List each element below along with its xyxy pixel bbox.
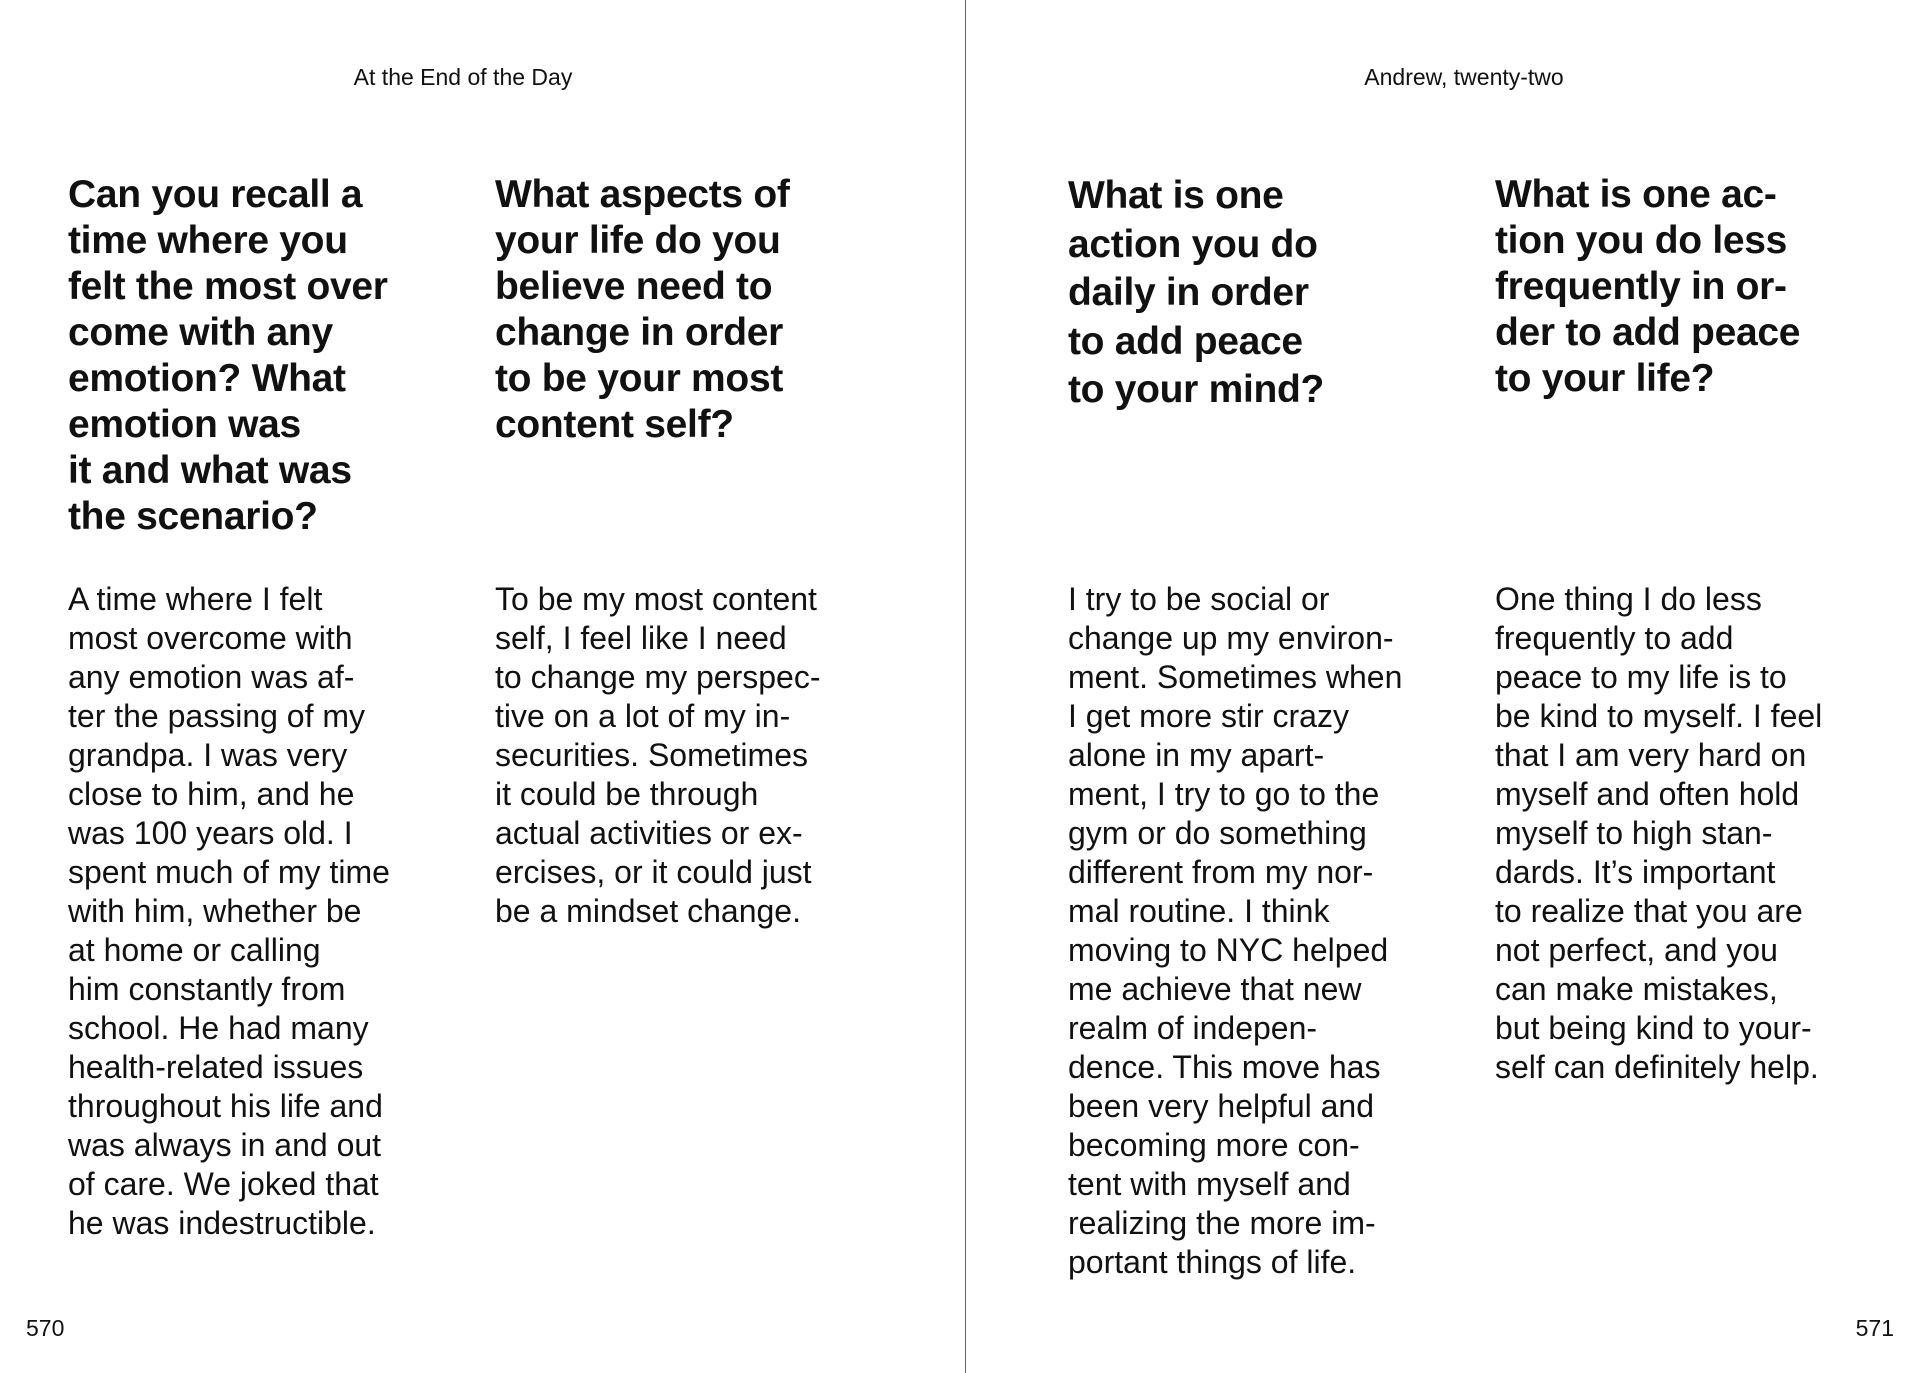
question-heading [1068,172,1324,415]
page-gutter-divider [965,0,966,1373]
text-line: One thing I do less [1495,581,1762,617]
text-line: at home or calling [68,932,321,968]
text-line: tion you do less [1495,219,1788,262]
text-line: alone in my apart- [1068,737,1325,773]
text-line: daily in order [1068,271,1309,315]
text-line: change up my environ- [1068,620,1394,656]
text-line: gym or do something [1068,815,1367,851]
text-line: been very helpful and [1068,1088,1374,1124]
answer-text [1495,580,1822,1087]
text-line: What is one [1068,174,1284,217]
text-line: To be my most content [495,581,817,617]
text-line: der to add peace [1495,311,1801,354]
text-line: self, I feel like I need [495,620,787,656]
text-line: moving to NYC helped [1068,932,1389,968]
text-line: can make mistakes, [1495,971,1778,1007]
running-head-right: Andrew, twenty-two [1364,64,1564,90]
text-line: grandpa. I was very [68,737,348,773]
text-line: believe need to [495,265,773,308]
text-line: dence. This move has [1068,1049,1381,1085]
text-line: portant things of life. [1068,1244,1357,1280]
text-line: your life do you [495,219,781,262]
text-line: What is one ac- [1495,173,1777,216]
answer-text [1068,580,1402,1282]
text-line: becoming more con- [1068,1127,1360,1163]
text-line: myself and often hold [1495,776,1800,812]
page-number-left: 570 [26,1315,65,1341]
text-line: to your mind? [1068,368,1325,412]
answer-text [495,580,821,931]
text-line: self can definitely help. [1495,1049,1819,1085]
question-heading [1495,172,1800,402]
text-line: but being kind to your- [1495,1010,1812,1046]
text-line: emotion? What [68,357,346,400]
text-line: it and what was [68,449,352,492]
text-line: content self? [495,403,734,446]
question-heading [495,172,790,448]
text-line: dards. It’s important [1495,854,1776,890]
text-line: securities. Sometimes [495,737,808,773]
text-line: different from my nor- [1068,854,1374,890]
text-line: mal routine. I think [1068,893,1330,929]
text-line: to realize that you are [1495,893,1803,929]
text-line: me achieve that new [1068,971,1362,1007]
text-line: to change my perspec- [495,659,821,695]
text-line: frequently to add [1495,620,1734,656]
text-line: close to him, and he [68,776,355,812]
text-line: A time where I felt [68,581,323,617]
text-line: I get more stir crazy [1068,698,1349,734]
text-line: he was indestructible. [68,1205,376,1241]
text-line: emotion was [68,403,301,446]
text-line: the scenario? [68,495,318,538]
text-line: peace to my life is to [1495,659,1787,695]
text-line: ter the passing of my [68,698,366,734]
text-line: Can you recall a [68,173,363,216]
answer-text [68,580,390,1243]
page-number-right: 571 [1855,1315,1894,1341]
text-line: throughout his life and [68,1088,383,1124]
question-heading [68,172,388,540]
text-line: frequently in or- [1495,265,1787,308]
text-line: be a mindset change. [495,893,801,929]
running-head-left: At the End of the Day [353,64,573,90]
text-line: most overcome with [68,620,353,656]
text-line: tent with myself and [1068,1166,1351,1202]
text-line: was 100 years old. I [68,815,353,851]
text-line: be kind to myself. I feel [1495,698,1823,734]
text-line: myself to high stan- [1495,815,1773,851]
text-line: any emotion was af- [68,659,355,695]
text-line: realm of indepen- [1068,1010,1318,1046]
text-line: come with any [68,311,333,354]
text-line: action you do [1068,222,1318,266]
text-line: of care. We joked that [68,1166,379,1202]
text-line: to add peace [1068,319,1303,363]
text-line: I try to be social or [1068,581,1330,617]
text-line: that I am very hard on [1495,737,1807,773]
text-line: ercises, or it could just [495,854,812,890]
text-line: him constantly from [68,971,346,1007]
text-line: health-related issues [68,1049,364,1085]
text-line: to be your most [495,357,784,400]
text-line: tive on a lot of my in- [495,698,791,734]
text-line: time where you [68,219,348,262]
text-line: school. He had many [68,1010,369,1046]
text-line: it could be through [495,776,759,812]
text-line: felt the most over [68,265,388,308]
text-line: realizing the more im- [1068,1205,1376,1241]
text-line: not perfect, and you [1495,932,1778,968]
text-line: with him, whether be [68,893,362,929]
text-line: ment, I try to go to the [1068,776,1380,812]
text-line: change in order [495,311,784,354]
text-line: was always in and out [68,1127,382,1163]
text-line: ment. Sometimes when [1068,659,1403,695]
text-line: spent much of my time [68,854,390,890]
text-line: actual activities or ex- [495,815,803,851]
text-line: What aspects of [495,173,790,216]
text-line: to your life? [1495,357,1715,400]
